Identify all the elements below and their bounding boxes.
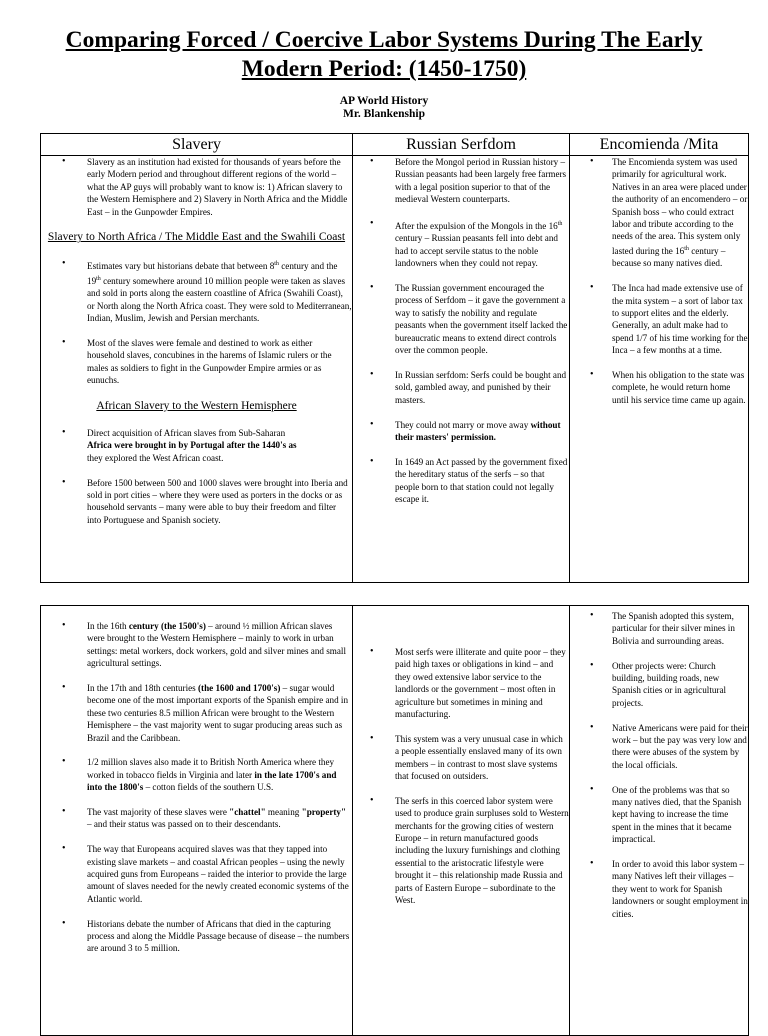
course-name: AP World History [339,95,429,107]
list-item: • Historians debate the number of Africans that died in the capturing process and along the Middle Passage because of disease – the numbers are around 3 to 5 million. [87,918,352,955]
list-item: • In the 17th and 18th centuries (the 1600 and 1700's) – sugar would become one of the most important exports of the Spanish empire and in these two centuries 8.5 million African were brought to the Western Hemisphere – the vast majority went to sugar producing areas such as Brazil and the Caribbean. [87,682,352,744]
header-russian-serfdom: Russian Serfdom [353,134,570,156]
list-item: • Slavery as an institution had existed for thousands of years before the early Modern period and throughout different regions of the world – what the AP guys will probably want to know is: 1) African slavery to the Western Hemisphere and 2) Slavery in North Africa and the Middle East – in the Gunpowder Empires. [87,156,352,218]
list-item: • Native Americans were paid for their work – but the pay was very low and there were abuses of the system by the local officials. [612,722,748,772]
list-item: • Before 1500 between 500 and 1000 slaves were brought into Iberia and sold in port cities – where they were used as porters in the docks or as household servants – many were able to buy their freedom and filter into Portuguese and Spanish society. [87,477,352,527]
list-item: • In Russian serfdom: Serfs could be bought and sold, gambled away, and punished by their masters. [395,369,569,406]
list-item: • The Spanish adopted this system, particular for their silver mines in Bolivia and surrounding areas. [612,610,748,647]
list-item: • The serfs in this coerced labor system were used to produce grain surpluses sold to Western merchants for the growing cities of western Europe – in return manufactured goods including the luxury furnishings and clothing essential to the aristocratic lifestyle were brought it – this relationship made Russia and parts of Eastern Europe – subordinate to the West. [395,795,569,907]
list-item: • The Encomienda system was used primarily for agricultural work. Natives in an area were placed under the authority of an encomendero – or Spanish boss – who could extract labor and tribute according to the needs of the area. This system only lasted during the 16th century – because so many natives died. [612,156,748,270]
list-item: • After the expulsion of the Mongols in the 16th century – Russian peasants fell into debt and had to accept servile status to the noble landowners when they could not repay. [395,218,569,270]
list-item: • The Russian government encouraged the process of Serfdom – it gave the government a way to satisfy the nobility and regulate peasants when the government itself lacked the bureaucratic means to extend direct controls over the common people. [395,282,569,356]
serfdom-cell [353,156,570,583]
header-slavery: Slavery [41,134,353,156]
list-item: • Direct acquisition of African slaves from Sub-Saharan Africa were brought in by Portugal after the 1440's as they explored the West African coast. [87,427,352,464]
encomienda-cell [570,606,749,1036]
header-encomienda-mita: Encomienda /Mita [570,134,749,156]
list-item: • Estimates vary but historians debate that between 8th century and the 19th century somewhere around 10 million people were taken as slaves and sold in ports along the eastern coastline of Africa (Swahili Coast), or North along the North Africa coast. They were sold to Mediterranean, Indian, Muslim, Jewish and Persian merchants. [87,258,352,324]
list-item: • The Inca had made extensive use of the mita system – a sort of labor tax to support elites and the elderly. Generally, an adult make had to spend 1/7 of his time working for the Inca – a few months at a time. [612,282,748,356]
list-item: • The vast majority of these slaves were "chattel" meaning "property" – and their status was passed on to their descendants. [87,806,352,831]
section-heading: Slavery to North Africa / The Middle East and the Swahili Coast [47,231,346,244]
slavery-cell [41,606,353,1036]
list-item: • In 1649 an Act passed by the government fixed the hereditary status of the serfs – so that people born to that station could not legally escape it. [395,456,569,506]
list-item: • In order to avoid this labor system – many Natives left their villages – they went to work for Spanish landowners or sought employment in cities. [612,858,748,920]
list-item: • Most of the slaves were female and destined to work as either household slaves, concubines in the harems of Islamic rulers or the males as soldiers to fight in the Gunpowder Empire armies or as eunuchs. [87,337,352,387]
comparison-table-1 [40,133,749,583]
list-item: • The way that Europeans acquired slaves was that they tapped into existing slave markets – and coastal African peoples – using the newly acquired guns from Europeans – raided the interior to provide the large amount of slaves needed for the newly created economic systems of the Atlantic world. [87,843,352,905]
list-item: • When his obligation to the state was complete, he would return home until his service time came up again. [612,369,748,406]
document-title: Comparing Forced / Coercive Labor Systems During The Early Modern Period: (1450-1750) [65,27,703,82]
list-item: • 1/2 million slaves also made it to British North America where they worked in tobacco fields in Virginia and later in the late 1700's and into the 1800's – cotton fields of the southern U.S. [87,756,352,793]
slavery-cell [41,156,353,583]
comparison-table-2 [40,605,749,1036]
teacher-name: Mr. Blankenship [342,108,426,120]
encomienda-cell [570,156,749,583]
list-item: • Most serfs were illiterate and quite poor – they paid high taxes or obligations in kind – and they owed extensive labor service to the landlords or the government – most often in agriculture but sometimes in mining and manufacturing. [395,646,569,720]
list-item: • In the 16th century (the 1500's) – around ½ million African slaves were brought to the Western Hemisphere – mainly to work in urban settings: metal workers, dock workers, gold and silver mines and small agricultural settings. [87,620,352,670]
list-item: • This system was a very unusual case in which a people essentially enslaved many of its own members – in contrast to most slave systems that focused on outsiders. [395,733,569,783]
serfdom-cell [353,606,570,1036]
list-item: • One of the problems was that so many natives died, that the Spanish kept having to increase the time spent in the mines that it became impractical. [612,784,748,846]
list-item: • Other projects were: Church building, building roads, new Spanish cities or in agricultural projects. [612,660,748,710]
list-item: • They could not marry or move away without their masters' permission. [395,419,569,444]
section-heading: African Slavery to the Western Hemisphere [96,399,297,412]
list-item: • Before the Mongol period in Russian history – Russian peasants had been largely free farmers with a legal position superior to that of the medieval Western counterparts. [395,156,569,206]
